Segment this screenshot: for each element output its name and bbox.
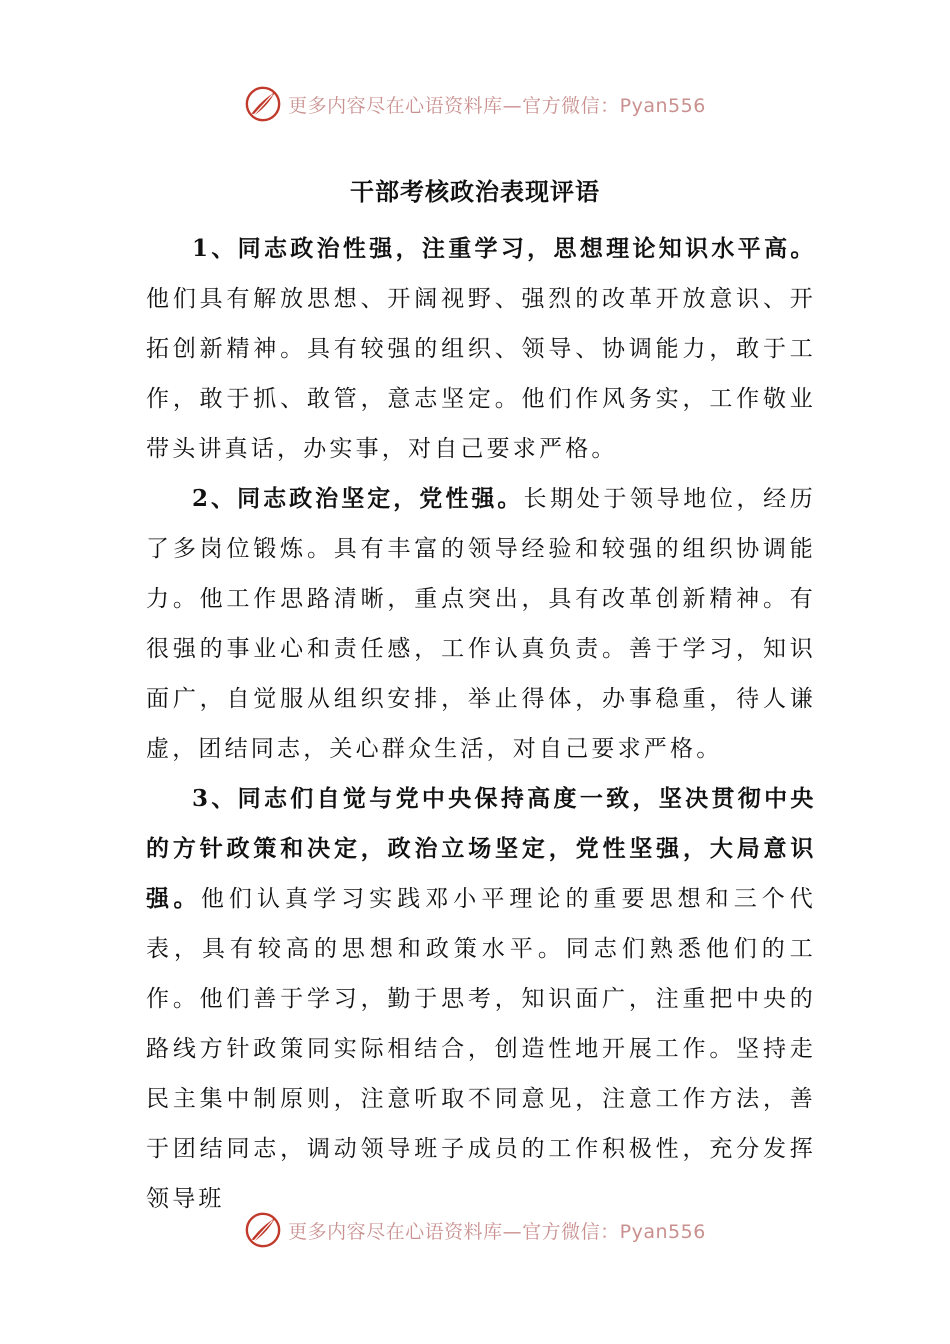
document-body bbox=[146, 224, 816, 1224]
paragraph-1-body: 他们具有解放思想、开阔视野、强烈的改革开放意识、开拓创新精神。具有较强的组织、领导、协调能力，敢于工作，敢于抓、敢管，意志坚定。他们作风务实，工作敬业带头讲真话，办实事，对自己要求严格。 bbox=[146, 286, 816, 462]
paragraph-2-lead: 2、同志政治坚定，党性强。 bbox=[192, 485, 524, 512]
footer-watermark bbox=[0, 1208, 950, 1252]
paragraph-1 bbox=[146, 224, 816, 474]
paragraph-3 bbox=[146, 774, 816, 1224]
paragraph-3-body: 他们认真学习实践邓小平理论的重要思想和三个代表，具有较高的思想和政策水平。同志们熟悉他们的工作。他们善于学习，勤于思考，知识面广，注重把中央的路线方针政策同实际相结合，创造性地开展工作。坚持走民主集中制原则，注意听取不同意见，注意工作方法，善于团结同志，调动领导班子成员的工作积极性，充分发挥领导班 bbox=[146, 886, 816, 1212]
watermark-text: 更多内容尽在心语资料库—官方微信：Pyan556 bbox=[288, 94, 706, 117]
paragraph-2-body: 长期处于领导地位，经历了多岗位锻炼。具有丰富的领导经验和较强的组织协调能力。他工作思路清晰，重点突出，具有改革创新精神。有很强的事业心和责任感，工作认真负责。善于学习，知识面广，自觉服从组织安排，举止得体，办事稳重，待人谦虚，团结同志，关心群众生活，对自己要求严格。 bbox=[146, 486, 816, 762]
paragraph-3-lead: 3、同志们自觉与党中央保持高度一致，坚决贯彻中央的方针政策和决定，政治立场坚定，党性坚强，大局意识强。 bbox=[146, 785, 816, 912]
quill-logo-icon bbox=[244, 85, 282, 123]
paragraph-2 bbox=[146, 474, 816, 774]
quill-logo-icon bbox=[244, 1211, 282, 1249]
watermark-text: 更多内容尽在心语资料库—官方微信：Pyan556 bbox=[288, 1220, 706, 1243]
header-watermark bbox=[0, 82, 950, 126]
paragraph-1-lead: 1、同志政治性强，注重学习，思想理论知识水平高。 bbox=[192, 235, 816, 262]
document-title: 干部考核政治表现评语 bbox=[350, 177, 600, 206]
